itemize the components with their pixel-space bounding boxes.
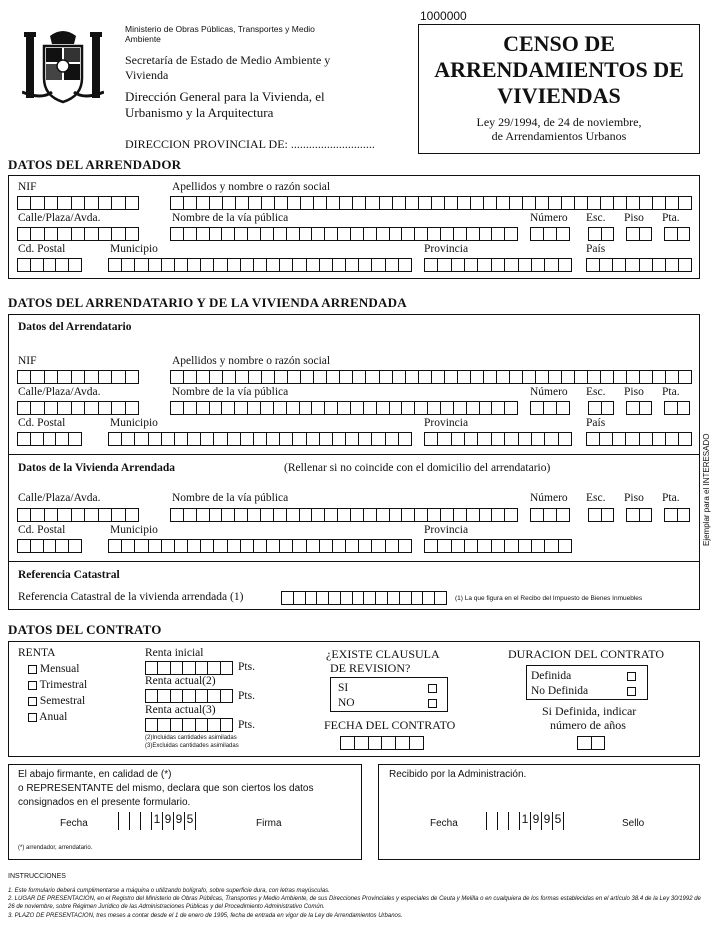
definida-checkbox[interactable] <box>627 672 636 681</box>
arrendador-cd-postal-label: Cd. Postal <box>18 243 66 255</box>
divider <box>8 561 700 562</box>
arrendador-numero-field[interactable] <box>530 227 570 241</box>
vivienda-calle-label: Calle/Plaza/Avda. <box>18 492 101 504</box>
referencia-catastral-subtitle: Referencia Catastral <box>18 569 120 581</box>
year-digit: 9 <box>173 812 184 830</box>
section-arrendatario-title: DATOS DEL ARRENDATARIO Y DE LA VIVIENDA ARRENDADA <box>8 295 407 310</box>
form-number: 1000000 <box>420 9 467 23</box>
direccion-provincial-label: DIRECCION PROVINCIAL DE: ............................ <box>125 137 375 151</box>
mensual-label: Mensual <box>39 663 80 675</box>
arrendador-numero-label: Número <box>530 212 568 224</box>
firma-line-1: El abajo firmante, en calidad de (*) <box>18 769 172 780</box>
clausula-line-1: ¿EXISTE CLAUSULA <box>326 647 440 661</box>
referencia-catastral-label: Referencia Catastral de la vivienda arrendada (1) <box>18 591 244 603</box>
trimestral-label: Trimestral <box>39 679 88 691</box>
arrendatario-municipio-label: Municipio <box>110 417 158 429</box>
vivienda-esc-label: Esc. <box>586 492 606 504</box>
fecha-contrato-field[interactable] <box>340 736 424 750</box>
mensual-checkbox[interactable] <box>28 665 37 674</box>
arrendador-municipio-field[interactable] <box>108 258 412 272</box>
datos-arrendatario-subtitle: Datos del Arrendatario <box>18 321 132 333</box>
vivienda-esc-field[interactable] <box>588 508 614 522</box>
side-text-interesado: Ejemplar para el INTERESADO <box>702 433 711 546</box>
renta-actual-2-label: Renta actual(2) <box>145 675 216 687</box>
vivienda-numero-label: Número <box>530 492 568 504</box>
clausula-si-label: SI <box>338 682 349 694</box>
datos-vivienda-subtitle: Datos de la Vivienda Arrendada <box>18 462 175 474</box>
arrendador-calle-label: Calle/Plaza/Avda. <box>18 212 101 224</box>
section-contrato-title: DATOS DEL CONTRATO <box>8 622 162 637</box>
vivienda-calle-field[interactable] <box>17 508 139 522</box>
vivienda-note: (Rellenar si no coincide con el domicilio del arrendatario) <box>284 462 551 474</box>
periodo-trimestral[interactable] <box>28 679 87 691</box>
direccion-general-name: Dirección General para la Vivienda, el Urbanismo y la Arquitectura <box>125 89 325 120</box>
vivienda-cd-postal-field[interactable] <box>17 539 82 553</box>
title-line-1: CENSO DE <box>503 31 615 56</box>
year-digit: 9 <box>162 812 173 830</box>
arrendatario-numero-label: Número <box>530 386 568 398</box>
renta-actual-3-field[interactable] <box>145 718 233 732</box>
arrendador-cd-postal-field[interactable] <box>17 258 82 272</box>
sello-label: Sello <box>622 818 645 829</box>
section-arrendador-title: DATOS DEL ARRENDADOR <box>8 157 182 172</box>
year-digit: 1 <box>519 812 530 830</box>
arrendatario-pais-field[interactable] <box>586 432 692 446</box>
arrendador-calle-field[interactable] <box>17 227 139 241</box>
renta-label: RENTA <box>18 647 56 659</box>
periodo-semestral[interactable] <box>28 695 85 707</box>
vivienda-nombre-via-field[interactable] <box>170 508 518 522</box>
arrendador-esc-label: Esc. <box>586 212 606 224</box>
clausula-no-checkbox[interactable] <box>428 699 437 708</box>
semestral-label: Semestral <box>39 695 86 707</box>
arrendador-piso-label: Piso <box>624 212 644 224</box>
admin-fecha-field[interactable] <box>486 812 564 830</box>
arrendatario-apellidos-field[interactable] <box>170 370 692 384</box>
firma-nota: (*) arrendador, arrendatario. <box>18 845 93 851</box>
vivienda-nombre-via-label: Nombre de la vía pública <box>172 492 289 504</box>
arrendatario-provincia-label: Provincia <box>424 417 469 429</box>
vivienda-piso-label: Piso <box>624 492 644 504</box>
vivienda-municipio-field[interactable] <box>108 539 412 553</box>
pts-label: Pts. <box>238 661 255 673</box>
arrendatario-nombre-via-label: Nombre de la vía pública <box>172 386 289 398</box>
vivienda-municipio-label: Municipio <box>110 524 158 536</box>
arrendador-piso-field[interactable] <box>626 227 652 241</box>
arrendatario-piso-label: Piso <box>624 386 644 398</box>
no-definida-label: No Definida <box>531 685 589 697</box>
arrendador-nombre-via-field[interactable] <box>170 227 518 241</box>
instruccion-1: 1. Este formulario deberá cumplimentarse a máquina o utilizando bolígrafo, sobre superficie dura, con letras mayúsculas. <box>8 888 330 894</box>
year-digit: 9 <box>541 812 552 830</box>
semestral-checkbox[interactable] <box>28 697 37 706</box>
pts-label: Pts. <box>238 690 255 702</box>
definida-label: Definida <box>531 670 572 682</box>
arrendatario-numero-field[interactable] <box>530 401 570 415</box>
renta-actual-2-field[interactable] <box>145 689 233 703</box>
si-definida-line-1: Si Definida, indicar <box>542 704 637 718</box>
arrendador-apellidos-label: Apellidos y nombre o razón social <box>172 181 331 193</box>
numero-anos-field[interactable] <box>577 736 605 750</box>
arrendador-provincia-field[interactable] <box>424 258 572 272</box>
arrendatario-apellidos-label: Apellidos y nombre o razón social <box>172 355 331 367</box>
vivienda-cd-postal-label: Cd. Postal <box>18 524 66 536</box>
arrendatario-piso-field[interactable] <box>626 401 652 415</box>
arrendatario-cd-postal-field[interactable] <box>17 432 82 446</box>
firma-fecha-field[interactable] <box>118 812 196 830</box>
renta-inicial-field[interactable] <box>145 661 233 675</box>
nota-3: (3)Excluidas cantidades asimiladas <box>145 743 239 749</box>
clausula-si-checkbox[interactable] <box>428 684 437 693</box>
trimestral-checkbox[interactable] <box>28 681 37 690</box>
instruccion-3: 3. PLAZO DE PRESENTACION, tres meses a contar desde el 1 de enero de 1995, fecha de entrada en vigor de la Ley de Arrendamientos Urbanos. <box>8 913 403 919</box>
arrendador-nombre-via-label: Nombre de la vía pública <box>172 212 289 224</box>
arrendador-nif-label: NIF <box>18 181 37 193</box>
arrendatario-calle-field[interactable] <box>17 401 139 415</box>
arrendador-pta-label: Pta. <box>662 212 680 224</box>
periodo-mensual[interactable] <box>28 663 79 675</box>
arrendatario-nif-field[interactable] <box>17 370 139 384</box>
renta-inicial-label: Renta inicial <box>145 647 204 659</box>
law-line-1: Ley 29/1994, de 24 de noviembre, <box>476 115 642 129</box>
firma-line-2: o REPRESENTANTE del mismo, declara que son ciertos los datos <box>18 783 314 794</box>
vivienda-numero-field[interactable] <box>530 508 570 522</box>
title-line-2: ARRENDAMIENTOS DE <box>434 57 684 82</box>
no-definida-checkbox[interactable] <box>627 687 636 696</box>
fecha-contrato-label: FECHA DEL CONTRATO <box>324 718 456 732</box>
admin-fecha-label: Fecha <box>430 818 458 829</box>
referencia-catastral-field[interactable] <box>281 591 447 605</box>
year-digit: 9 <box>530 812 541 830</box>
arrendatario-nombre-via-field[interactable] <box>170 401 518 415</box>
clausula-no-label: NO <box>338 697 355 709</box>
anual-checkbox[interactable] <box>28 713 37 722</box>
arrendador-pais-field[interactable] <box>586 258 692 272</box>
arrendatario-calle-label: Calle/Plaza/Avda. <box>18 386 101 398</box>
arrendador-esc-field[interactable] <box>588 227 614 241</box>
duracion-label: DURACION DEL CONTRATO <box>508 647 664 661</box>
vivienda-piso-field[interactable] <box>626 508 652 522</box>
anual-label: Anual <box>39 711 68 723</box>
vivienda-pta-field[interactable] <box>664 508 690 522</box>
instrucciones-title: INSTRUCCIONES <box>8 873 66 880</box>
arrendatario-pais-label: País <box>586 417 606 429</box>
clausula-line-2: DE REVISION? <box>330 661 411 675</box>
arrendatario-provincia-field[interactable] <box>424 432 572 446</box>
firma-line-3: consignados en el presente formulario. <box>18 797 191 808</box>
arrendatario-esc-label: Esc. <box>586 386 606 398</box>
arrendador-municipio-label: Municipio <box>110 243 158 255</box>
nota-2: (2)Incluidas cantidades asimiladas <box>145 735 237 741</box>
year-digit: 1 <box>151 812 162 830</box>
arrendador-pta-field[interactable] <box>664 227 690 241</box>
vivienda-provincia-field[interactable] <box>424 539 572 553</box>
arrendatario-nif-label: NIF <box>18 355 37 367</box>
arrendatario-cd-postal-label: Cd. Postal <box>18 417 66 429</box>
si-definida-line-2: número de años <box>550 718 626 732</box>
arrendatario-municipio-field[interactable] <box>108 432 412 446</box>
arrendatario-pta-label: Pta. <box>662 386 680 398</box>
vivienda-provincia-label: Provincia <box>424 524 469 536</box>
periodo-anual[interactable] <box>28 711 67 723</box>
law-line-2: de Arrendamientos Urbanos <box>491 129 627 143</box>
referencia-catastral-note: (1) La que figura en el Recibo del Impuesto de Bienes Inmuebles <box>455 595 643 602</box>
title-line-3: VIVIENDAS <box>497 83 621 108</box>
secretaria-name: Secretaría de Estado de Medio Ambiente y Vivienda <box>125 53 331 82</box>
ministry-name: Ministerio de Obras Públicas, Transportes y Medio Ambiente <box>125 24 315 44</box>
renta-actual-3-label: Renta actual(3) <box>145 704 216 716</box>
year-digit: 5 <box>184 812 196 830</box>
pts-label: Pts. <box>238 719 255 731</box>
recibido-label: Recibido por la Administración. <box>389 769 527 780</box>
arrendador-provincia-label: Provincia <box>424 243 469 255</box>
arrendatario-pta-field[interactable] <box>664 401 690 415</box>
coat-of-arms-logo <box>22 26 104 110</box>
instruccion-2: 2. LUGAR DE PRESENTACION, en el Registro del Ministerio de Obras Públicas, Transportes y Medio Ambiente, de sus Direcciones Provinciales y especiales de Ceuta y Melilla o en cualquiera de los formas establecidas en el artículo 38.4 de la Ley 30/1992 de 26 de noviembre, sobre Régimen Jurídico de las Administraciones Públicas y del Procedimiento Administrativo Común. <box>8 896 701 910</box>
firma-fecha-label: Fecha <box>60 818 88 829</box>
arrendador-apellidos-field[interactable] <box>170 196 692 210</box>
arrendatario-esc-field[interactable] <box>588 401 614 415</box>
arrendador-pais-label: País <box>586 243 606 255</box>
year-digit: 5 <box>552 812 564 830</box>
divider <box>8 454 700 455</box>
title-box <box>418 24 700 154</box>
vivienda-pta-label: Pta. <box>662 492 680 504</box>
arrendador-nif-field[interactable] <box>17 196 139 210</box>
firma-label: Firma <box>256 818 282 829</box>
